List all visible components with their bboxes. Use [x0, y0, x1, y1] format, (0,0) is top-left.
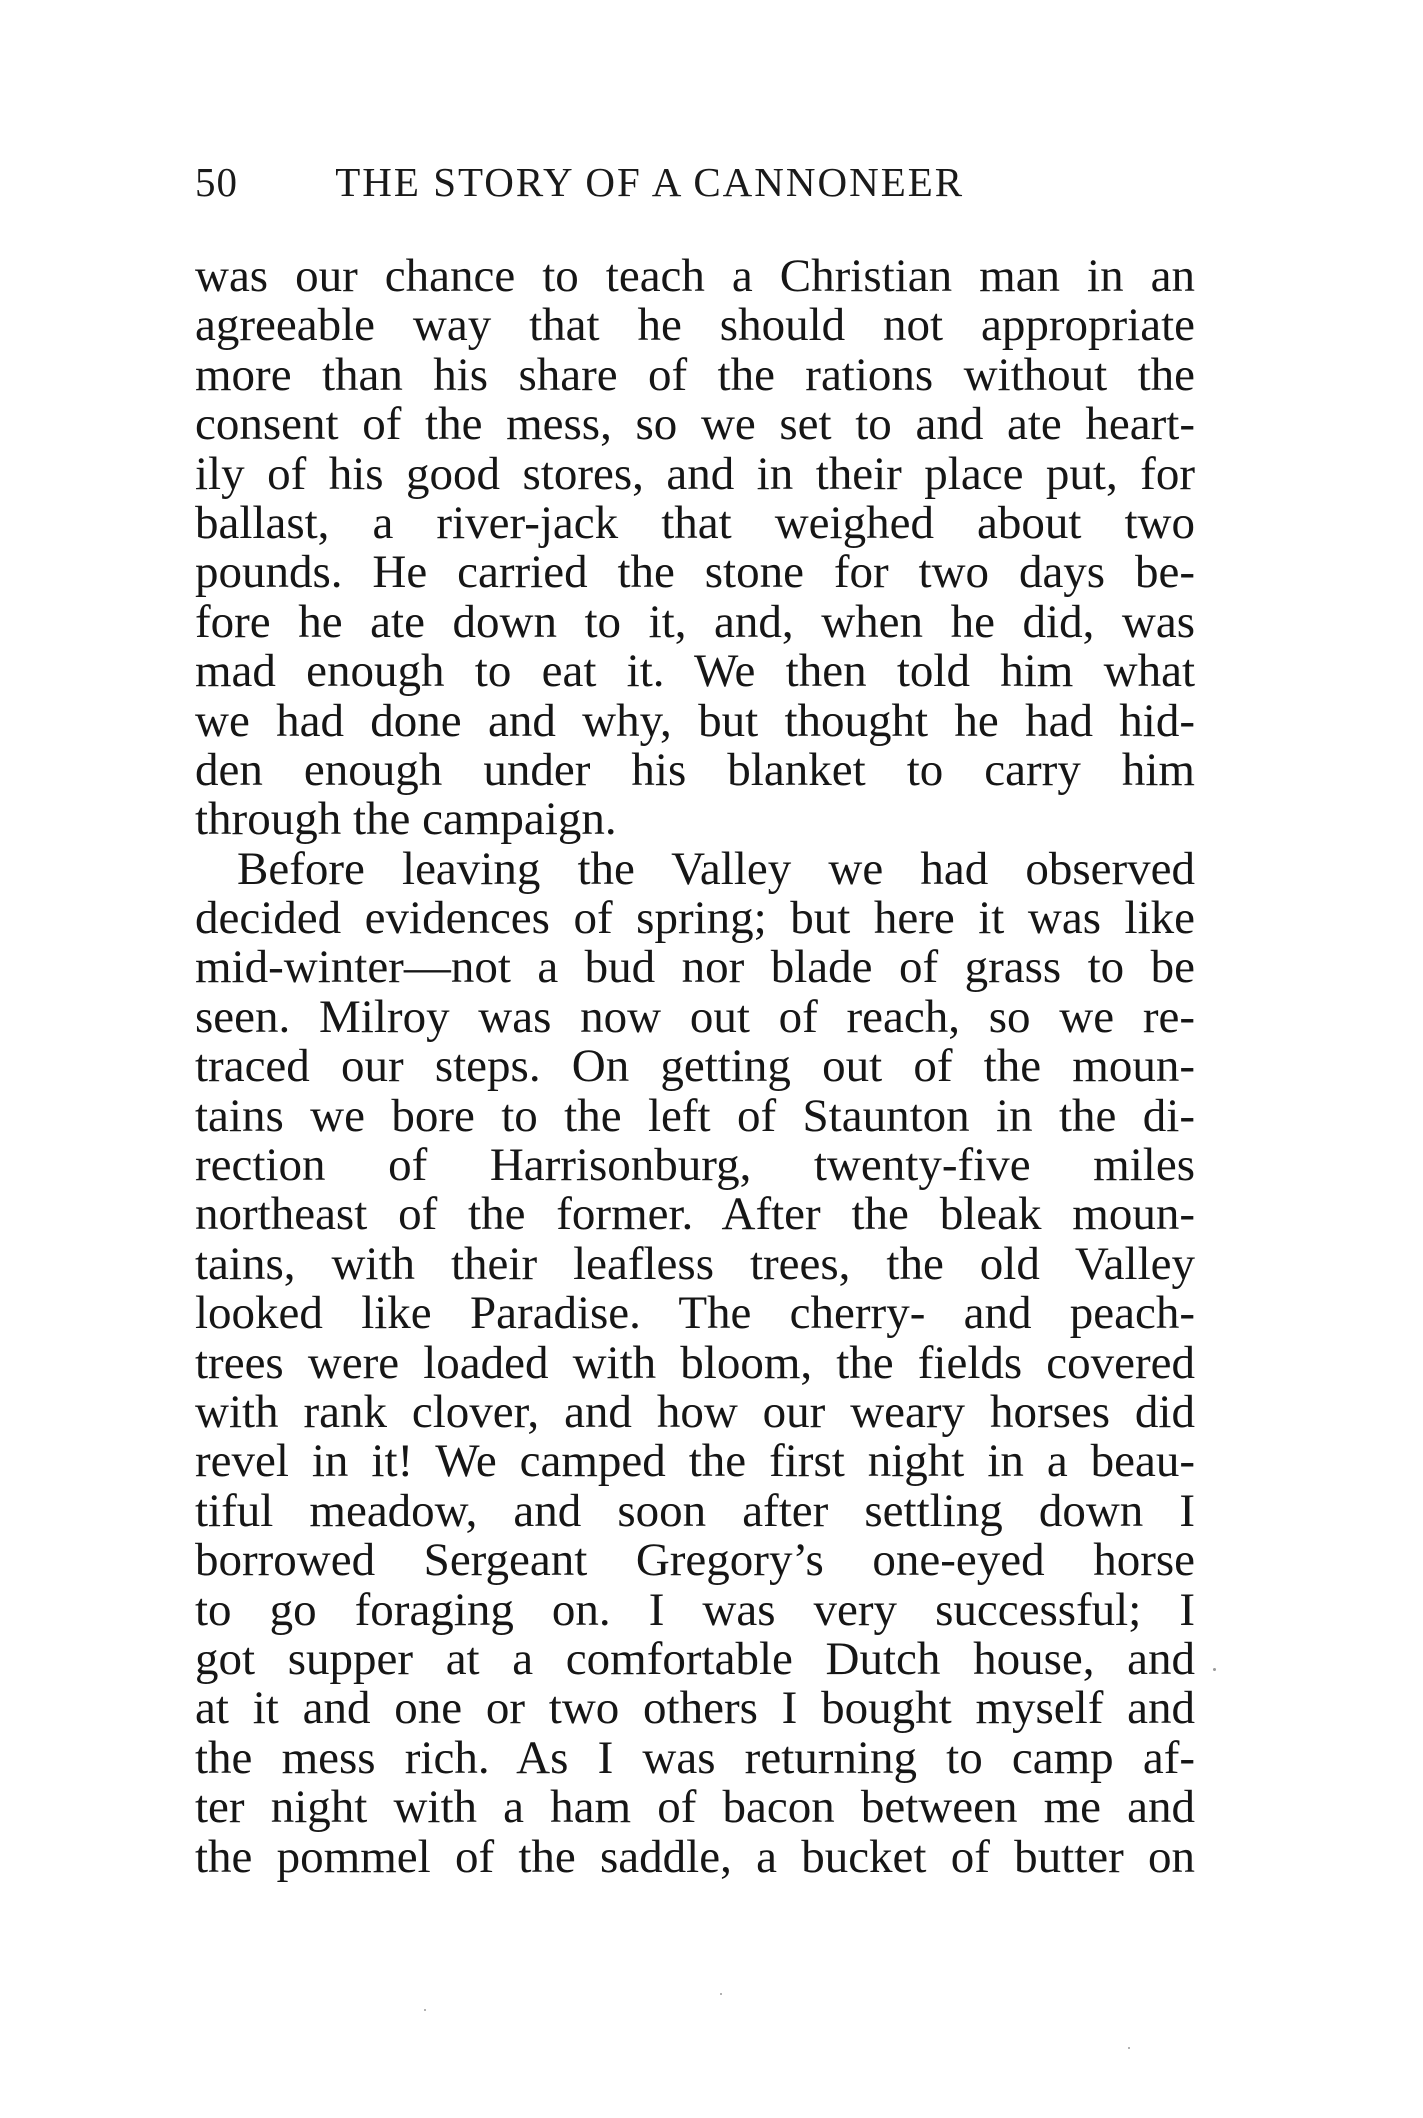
- text-line: rection of Harrisonburg, twenty-five miles: [195, 1139, 1195, 1192]
- text-line: tiful meadow, and soon after settling down I: [195, 1484, 1195, 1537]
- text-line: fore he ate down to it, and, when he did, was: [195, 595, 1195, 648]
- running-title: THE STORY OF A CANNONEER: [335, 159, 965, 205]
- text-line: consent of the mess, so we set to and ate heart-: [195, 398, 1195, 451]
- text-line: with rank clover, and how our weary horses did: [195, 1385, 1195, 1438]
- text-line: to go foraging on. I was very successful; I: [195, 1583, 1195, 1636]
- text-line: mad enough to eat it. We then told him what: [195, 645, 1195, 698]
- text-line: got supper at a comfortable Dutch house, and: [195, 1632, 1195, 1685]
- text-line: the pommel of the saddle, a bucket of butter on: [195, 1830, 1195, 1883]
- text-line: through the campaign.: [195, 793, 617, 846]
- text-line: looked like Paradise. The cherry- and peach-: [195, 1287, 1195, 1340]
- text-line: tains, with their leafless trees, the old Valley: [195, 1237, 1195, 1290]
- text-line: we had done and why, but thought he had hid-: [195, 694, 1195, 747]
- scan-speck: [424, 2009, 426, 2011]
- text-line: the mess rich. As I was returning to camp af-: [195, 1731, 1195, 1784]
- text-line: agreeable way that he should not appropriate: [195, 299, 1195, 352]
- scan-speck: [1128, 2047, 1130, 2049]
- text-line: Before leaving the Valley we had observed: [237, 842, 1195, 895]
- text-line: decided evidences of spring; but here it was like: [195, 892, 1195, 945]
- text-line: pounds. He carried the stone for two days be-: [195, 546, 1195, 599]
- text-line: revel in it! We camped the first night in a beau-: [195, 1435, 1195, 1488]
- running-head: [195, 158, 1195, 218]
- text-line: more than his share of the rations without the: [195, 348, 1195, 401]
- text-line: at it and one or two others I bought myself and: [195, 1682, 1195, 1735]
- text-line: traced our steps. On getting out of the moun-: [195, 1040, 1195, 1093]
- text-line: ily of his good stores, and in their place put, for: [195, 447, 1195, 500]
- text-line: den enough under his blanket to carry him: [195, 743, 1195, 796]
- text-line: ter night with a ham of bacon between me and: [195, 1781, 1195, 1834]
- text-line: northeast of the former. After the bleak moun-: [195, 1188, 1195, 1241]
- text-line: mid-winter—not a bud nor blade of grass to be: [195, 941, 1195, 994]
- text-line: ballast, a river-jack that weighed about two: [195, 496, 1195, 549]
- text-line: trees were loaded with bloom, the fields covered: [195, 1336, 1195, 1389]
- text-line: was our chance to teach a Christian man in an: [195, 250, 1195, 302]
- text-line: seen. Milroy was now out of reach, so we re-: [195, 990, 1195, 1043]
- text-line: tains we bore to the left of Staunton in the di-: [195, 1089, 1195, 1142]
- scan-speck: [720, 1993, 722, 1995]
- text-line: borrowed Sergeant Gregory’s one-eyed horse: [195, 1534, 1195, 1587]
- page-number: 50: [195, 159, 238, 205]
- scan-speck: [1213, 1668, 1216, 1671]
- body-text: [195, 252, 1195, 1882]
